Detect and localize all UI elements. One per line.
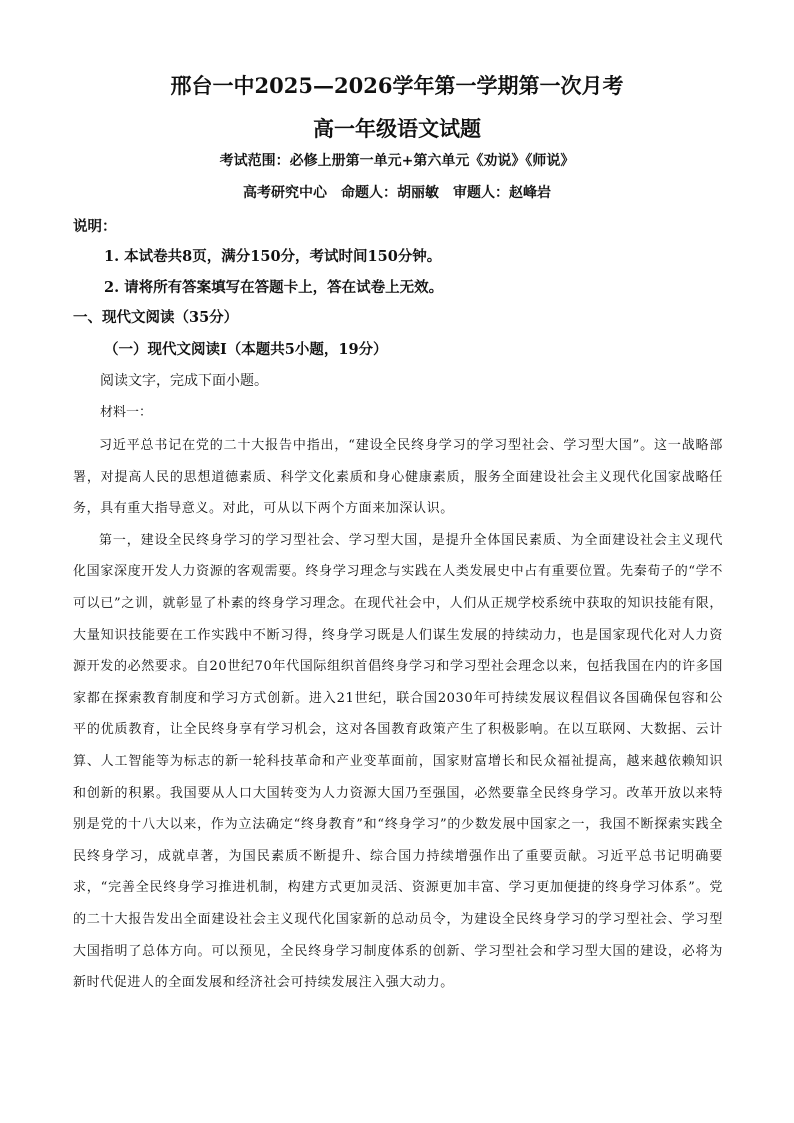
notes-label: 说明： — [73, 218, 117, 235]
exam-scope: 考试范围：必修上册第一单元+第六单元《劝说》《师说》 — [219, 153, 575, 169]
note-item-2: 2. 请将所有答案填写在答题卡上，答在试卷上无效。 — [104, 279, 444, 296]
material-label: 材料一： — [100, 405, 153, 420]
material-body — [73, 430, 723, 999]
note-item-1: 1. 本试卷共8页，满分150分，考试时间150分钟。 — [104, 248, 442, 265]
exam-authors: 高考研究中心 命题人：胡丽敏 审题人：赵峰岩 — [243, 185, 551, 201]
section-heading: 一、现代文阅读（35分） — [73, 309, 239, 326]
paragraph-1: 习近平总书记在党的二十大报告中指出，“建设全民终身学习的学习型社会、学习型大国”。这一战略部署，对提高人民的思想道德素质、科学文化素质和身心健康素质，服务全面建设社会主义现代化国家战略任务，具有重大指导意义。对此，可从以下两个方面来加深认识。 — [73, 438, 723, 517]
paragraph-2: 第一，建设全民终身学习的学习型社会、学习型大国，是提升全体国民素质、为全面建设社会主义现代化国家深度开发人力资源的客观需要。终身学习理念与实践在人类发展史中占有重要位置。先秦荀子的“学不可以已”之训，就彰显了朴素的终身学习理念。在现代社会中，人们从正规学校系统中获取的知识技能有限，大量知识技能要在工作实践中不断习得，终身学习既是人们谋生发展的持续动力，也是国家现代化对人力资源开发的必然要求。自20世纪70年代国际组织首倡终身学习和学习型社会理念以来，包括我国在内的许多国家都在探索教育制度和学习方式创新。进入21世纪，联合国2030年可持续发展议程倡议各国确保包容和公平的优质教育，让全民终身享有学习机会，这对各国教育政策产生了积极影响。在以互联网、大数据、云计算、人工智能等为标志的新一轮科技革命和产业变革面前，国家财富增长和民众福祉提高，越来越依赖知识和创新的积累。我国要从人口大国转变为人力资源大国乃至强国，必然要靠全民终身学习。改革开放以来特别是党的十八大以来，作为立法确定“终身教育”和“终身学习”的少数发展中国家之一，我国不断探索实践全民终身学习，成就卓著，为国民素质不断提升、综合国力持续增强作出了重要贡献。习近平总书记明确要求，“完善全民终身学习推进机制，构建方式更加灵活、资源更加丰富、学习更加便捷的终身学习体系”。党的二十大报告发出全面建设社会主义现代化国家新的总动员令，为建设全民终身学习的学习型社会、学习型大国指明了总体方向。可以预见，全民终身学习制度体系的创新、学习型社会和学习型大国的建设，必将为新时代促进人的全面发展和经济社会可持续发展注入强大动力。 — [73, 532, 723, 991]
section-subheading: （一）现代文阅读Ⅰ（本题共5小题，19分） — [104, 341, 388, 358]
reading-instruction: 阅读文字，完成下面小题。 — [100, 373, 268, 389]
exam-subtitle: 高一年级语文试题 — [313, 116, 481, 141]
exam-title: 邢台一中2025—2026学年第一学期第一次月考 — [170, 73, 624, 98]
